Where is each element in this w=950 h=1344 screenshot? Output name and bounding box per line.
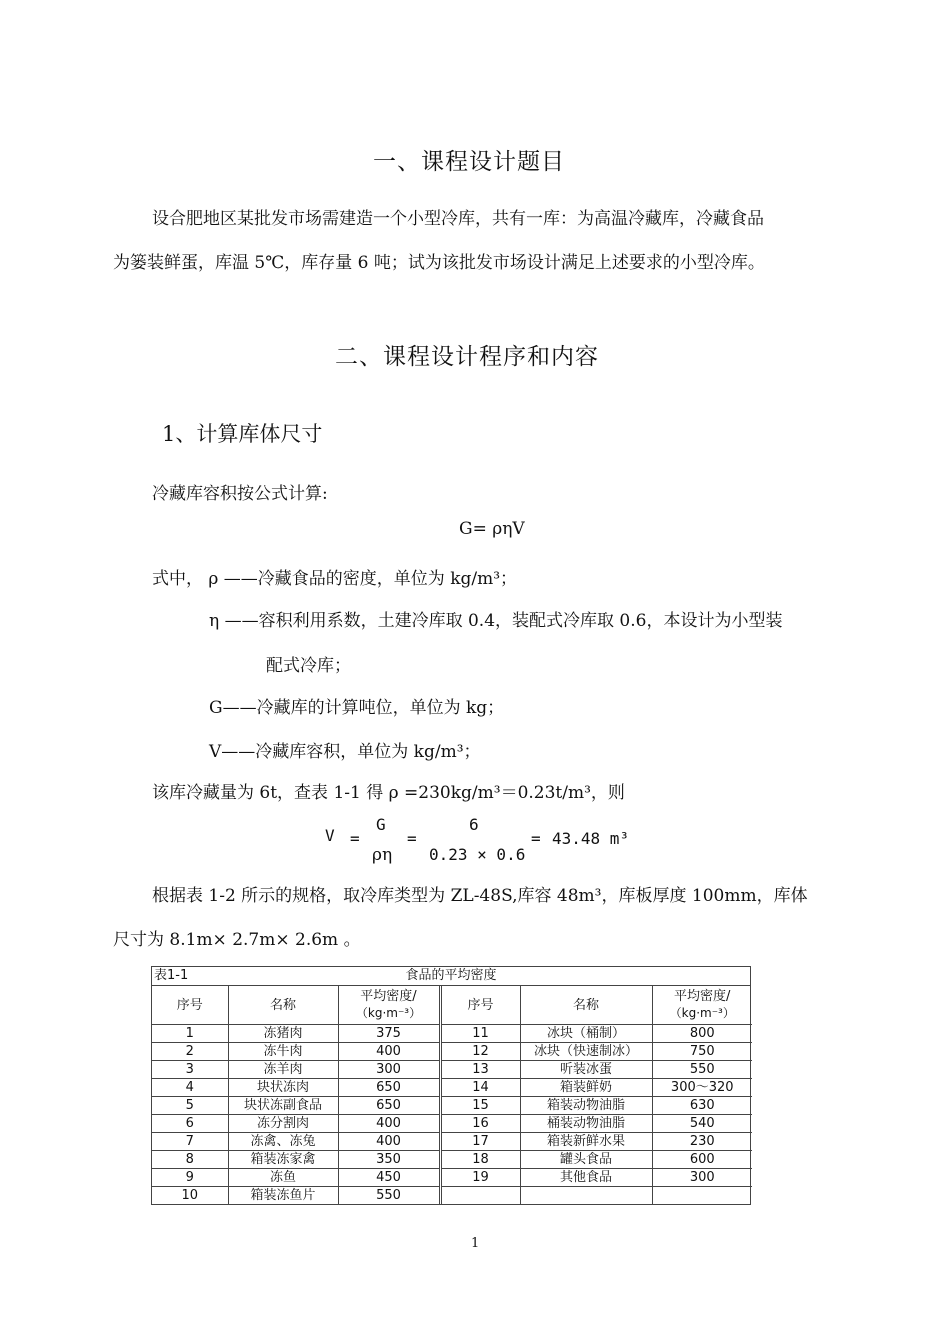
- table-row: [152, 1061, 752, 1079]
- eq-den-1: ρη: [372, 845, 393, 865]
- cell-name-right: 听装冰蛋: [520, 1061, 652, 1079]
- where-rho: 式中， ρ ——冷藏食品的密度，单位为 kg/m³；: [152, 569, 518, 589]
- header-name-left: 名称: [228, 986, 338, 1025]
- table-label: 表1-1: [154, 968, 189, 983]
- eq-result: 43.48 m³: [552, 829, 630, 848]
- calc-line: 该库冷藏量为 6t，查表 1-1 得 ρ =230kg/m³＝0.23t/m³，则: [152, 783, 625, 803]
- eq-den-2: 0.23 × 0.6: [429, 845, 526, 864]
- where-v: V——冷藏库容积，单位为 kg/m³；: [209, 742, 481, 762]
- eq-sign-2: =: [407, 829, 417, 848]
- header-index-left: 序号: [152, 986, 228, 1025]
- cell-name-left: 冻禽、冻兔: [228, 1133, 338, 1151]
- heading-title: 一、课程设计题目: [373, 149, 565, 175]
- cell-name-right: 罐头食品: [520, 1151, 652, 1169]
- cell-name-left: 冻牛肉: [228, 1043, 338, 1061]
- cell-density-left: 375: [338, 1025, 440, 1043]
- cell-name-left: 冻羊肉: [228, 1061, 338, 1079]
- table-row: [152, 1187, 752, 1205]
- intro-line-1: 设合肥地区某批发市场需建造一个小型冷库，共有一库：为高温冷藏库，冷藏食品: [152, 209, 764, 229]
- cell-density-left: 400: [338, 1115, 440, 1133]
- where-eta-line-2: 配式冷库；: [266, 656, 351, 676]
- cell-index-left: 3: [152, 1061, 228, 1079]
- page-number: 1: [471, 1236, 480, 1251]
- cell-index-right: 15: [440, 1097, 520, 1115]
- where-eta-line-1: η ——容积利用系数，土建冷库取 0.4，装配式冷库取 0.6，本设计为小型装: [209, 611, 783, 631]
- eq-num-1: G: [376, 815, 386, 834]
- header-index-right: 序号: [440, 986, 520, 1025]
- cell-name-right: 桶装动物油脂: [520, 1115, 652, 1133]
- header-density-right-label: 平均密度/: [674, 989, 731, 1004]
- spec-line-2: 尺寸为 8.1m× 2.7m× 2.6m 。: [113, 930, 361, 950]
- cell-name-right: 冰块（桶制）: [520, 1025, 652, 1043]
- cell-index-right: 18: [440, 1151, 520, 1169]
- section-1-title: 1、计算库体尺寸: [162, 422, 323, 446]
- table-row: [152, 1079, 752, 1097]
- table-row: [152, 1097, 752, 1115]
- table-header-row: [152, 986, 752, 1025]
- cell-density-left: 550: [338, 1187, 440, 1205]
- cell-index-right: 16: [440, 1115, 520, 1133]
- cell-density-left: 400: [338, 1133, 440, 1151]
- cell-index-left: 9: [152, 1169, 228, 1187]
- cell-density-right: 300: [652, 1169, 752, 1187]
- cell-density-right: 600: [652, 1151, 752, 1169]
- eq-num-2: 6: [469, 815, 479, 834]
- cell-index-left: 10: [152, 1187, 228, 1205]
- cell-density-right: 300～320: [652, 1079, 752, 1097]
- table-row: [152, 1025, 752, 1043]
- formula: G= ρηV: [459, 519, 525, 539]
- cell-index-left: 5: [152, 1097, 228, 1115]
- cell-name-right: 箱装鲜奶: [520, 1079, 652, 1097]
- cell-index-right: 17: [440, 1133, 520, 1151]
- table-grid: [152, 986, 752, 1204]
- spec-line-1: 根据表 1-2 所示的规格，取冷库类型为 ZL-48S,库容 48m³，库板厚度 100mm，库体: [152, 886, 808, 906]
- cell-index-left: 7: [152, 1133, 228, 1151]
- cell-index-left: 6: [152, 1115, 228, 1133]
- cell-name-right: 箱装新鲜水果: [520, 1133, 652, 1151]
- cell-index-left: 1: [152, 1025, 228, 1043]
- cell-index-right: [440, 1187, 520, 1205]
- cell-density-right: 540: [652, 1115, 752, 1133]
- cell-name-left: 冻猪肉: [228, 1025, 338, 1043]
- cell-density-right: [652, 1187, 752, 1205]
- cell-name-left: 冻鱼: [228, 1169, 338, 1187]
- cell-index-left: 8: [152, 1151, 228, 1169]
- table-row: [152, 1043, 752, 1061]
- cell-index-right: 14: [440, 1079, 520, 1097]
- cell-name-right: [520, 1187, 652, 1205]
- table-row: [152, 1151, 752, 1169]
- cell-density-right: 550: [652, 1061, 752, 1079]
- eq-sign-3: =: [531, 829, 541, 848]
- cell-name-left: 箱装冻家禽: [228, 1151, 338, 1169]
- table-row: [152, 1133, 752, 1151]
- table-row: [152, 1115, 752, 1133]
- cell-name-right: 箱装动物油脂: [520, 1097, 652, 1115]
- header-density-right-unit: （kg·m⁻³）: [669, 1006, 735, 1020]
- cell-index-right: 11: [440, 1025, 520, 1043]
- cell-index-left: 2: [152, 1043, 228, 1061]
- cell-name-left: 块状冻副食品: [228, 1097, 338, 1115]
- intro-line-2: 为篓装鲜蛋，库温 5℃，库存量 6 吨；试为该批发市场设计满足上述要求的小型冷库。: [113, 253, 765, 273]
- eq-lhs: V: [325, 826, 335, 845]
- cell-density-right: 750: [652, 1043, 752, 1061]
- cell-index-right: 19: [440, 1169, 520, 1187]
- cell-index-left: 4: [152, 1079, 228, 1097]
- cell-density-left: 450: [338, 1169, 440, 1187]
- header-density-left-unit: （kg·m⁻³）: [355, 1006, 422, 1020]
- cell-density-left: 650: [338, 1079, 440, 1097]
- cell-density-right: 230: [652, 1133, 752, 1151]
- cell-density-right: 800: [652, 1025, 752, 1043]
- cell-name-left: 箱装冻鱼片: [228, 1187, 338, 1205]
- table-caption: [152, 967, 750, 986]
- density-table: [151, 966, 751, 1205]
- cell-density-left: 300: [338, 1061, 440, 1079]
- cell-name-right: 冰块（快速制冰）: [520, 1043, 652, 1061]
- cell-density-left: 400: [338, 1043, 440, 1061]
- cell-index-right: 13: [440, 1061, 520, 1079]
- cell-density-right: 630: [652, 1097, 752, 1115]
- eq-sign-1: =: [350, 829, 360, 848]
- header-density-right: [652, 986, 752, 1025]
- cell-density-left: 350: [338, 1151, 440, 1169]
- cell-name-right: 其他食品: [520, 1169, 652, 1187]
- cell-name-left: 冻分割肉: [228, 1115, 338, 1133]
- table-row: [152, 1169, 752, 1187]
- header-density-left-label: 平均密度/: [360, 989, 417, 1004]
- table-title: 食品的平均密度: [405, 968, 497, 983]
- header-density-left: [338, 986, 440, 1025]
- header-name-right: 名称: [520, 986, 652, 1025]
- cell-index-right: 12: [440, 1043, 520, 1061]
- cell-density-left: 650: [338, 1097, 440, 1115]
- formula-intro: 冷藏库容积按公式计算:: [152, 484, 328, 504]
- heading-procedure: 二、课程设计程序和内容: [335, 344, 599, 370]
- where-g: G——冷藏库的计算吨位，单位为 kg；: [209, 698, 505, 718]
- cell-name-left: 块状冻肉: [228, 1079, 338, 1097]
